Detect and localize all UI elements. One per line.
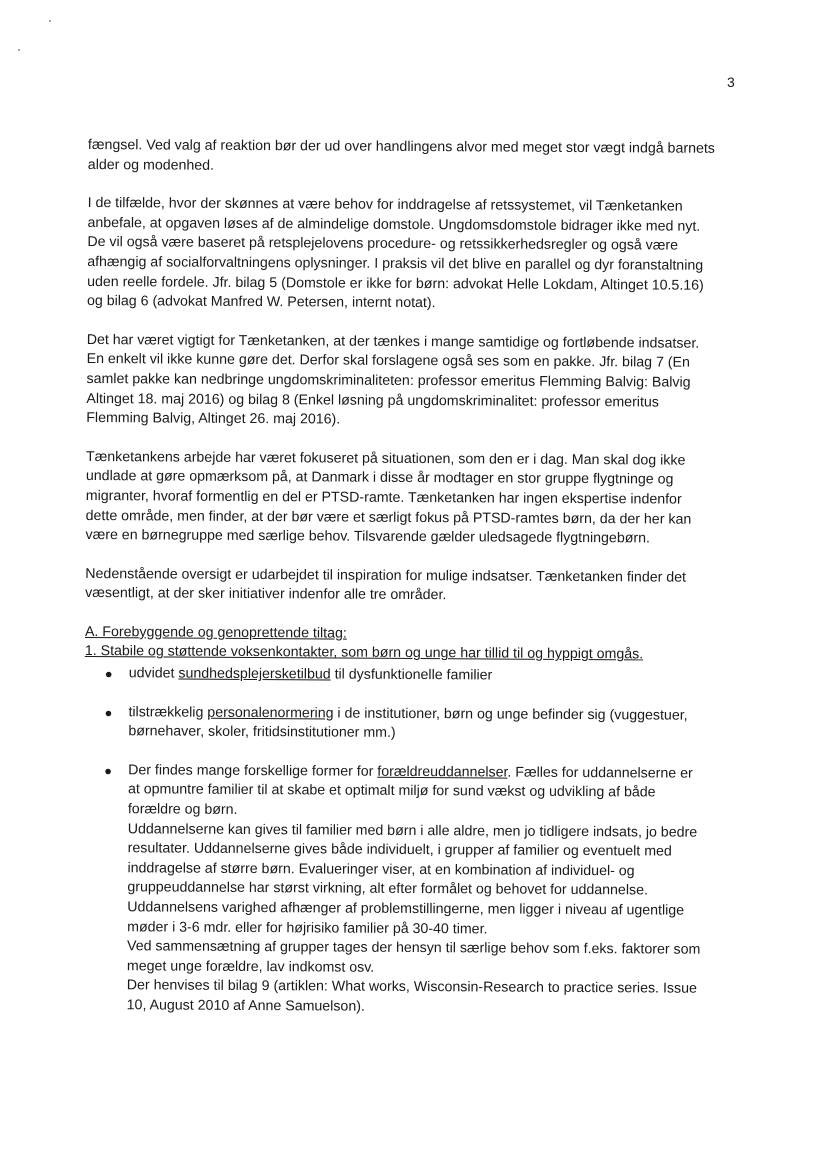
bullet-icon: ● [104,762,113,779]
text-line: dette område, men finder, at der bør være et særligt fokus på PTSD-ramtes børn, da der her kan [85,507,692,528]
bullet-list [83,664,733,1019]
text-line: fængsel. Ved valg af reaktion bør der ud over handlingens alvor med meget stor vægt indgå barnets [87,136,715,157]
text-line: migranter, hvoraf formentlig en del er PTSD-ramte. Tænketanken har ingen ekspertise indenfor [85,487,682,508]
text-line [129,664,733,687]
text-line: gruppeuddannelse har størst virkning, alt efter formålet og behovet for uddannelse. [127,879,648,899]
text-line: og bilag 6 (advokat Manfred W. Petersen, internt notat). [86,293,436,312]
text-line: møder i 3-6 mdr. eller for højrisiko familier på 30-40 timer. [127,918,488,938]
underlined-term: sundhedsplejersketilbud [178,665,331,683]
text-line: Uddannelserne kan gives til familier med børn i alle aldre, men jo tidligere indsats, jo bedre [127,820,698,841]
text-line: I de tilfælde, hvor der skønnes at være behov for inddragelse af retssystemet, vil Tænketanken [87,195,683,215]
text-line: børnehaver, skoler, fritidsinstitutioner mm.) [128,723,396,742]
text-fragment: . Fælles for uddannelserne er [507,764,693,782]
text-line: afhængig af socialforvaltningens oplysninger. I praksis vil det blive en parallel og dyr foranstaltning [87,253,704,274]
underlined-term: personalenormering [207,704,334,722]
list-item [85,664,733,688]
text-line: alder og modenhed. [87,156,215,174]
text-line: samlet pakke kan nedbringe ungdomskriminaliteten: professor emeritus Flemming Balvig: Balvig [86,370,691,391]
text-line: væsentligt, at der sker initiativer indenfor alle tre områder. [85,585,447,604]
paragraph [88,136,736,179]
text-line: Uddannelsens varighed afhænger af problemstillingerne, men ligger i niveau af ugentlige [127,899,685,919]
text-line: inddragelse af større børn. Evalueringer viser, at en kombination af individuel- og [127,860,635,880]
paragraph [86,331,735,433]
text-fragment: udvidet [128,665,179,682]
text-line: Der henvises til bilag 9 (artiklen: What works, Wisconsin-Research to practice series. Issue [126,977,697,998]
scan-speck [18,49,20,51]
text-line: uden reelle fordele. Jfr. bilag 5 (Domstole er ikke for børn: advokat Helle Lokdam, Altinget 10.5.16) [87,273,704,294]
text-line: forældre og børn. [127,801,238,818]
text-line: Tænketankens arbejde har været fokuseret på situationen, som den er i dag. Man skal dog ikke [85,448,686,469]
page-number: 3 [727,74,735,90]
text-line: Ved sammensætning af grupper tages der hensyn til særlige behov som f.eks. faktorer som [127,938,701,958]
text-line: være en børnegruppe med særlige behov. Tilsvarende gælder uledsagede flygtningebørn. [85,527,651,547]
bullet-icon: ● [104,704,113,720]
text-fragment: Der findes mange forskellige former for [128,762,378,780]
text-line: Det har været vigtigt for Tænketanken, at der tænkes i mange samtidige og fortløbende indsatser. [86,331,700,352]
section-heading: A. Forebyggende og genoprettende tiltag: [84,623,347,642]
bullet-icon: ● [104,666,113,682]
text-line: meget unge forældre, lav indkomst osv. [126,958,375,976]
paragraph [85,565,733,608]
text-line: undlade at gøre opmærksom på, at Danmark i disse år modtager en stor gruppe flygtninge og [85,468,674,488]
underlined-term: forældreuddannelser [377,763,508,781]
text-line: anbefale, at opgaven løses af de almindelige domstole. Ungdomsdomstole bidrager ikke med nyt. [87,214,701,235]
text-fragment: til dysfunktionelle familier [330,666,493,684]
text-line: Nedenstående oversigt er udarbejdet til inspiration for mulige indsatser. Tænketanken finder det [85,565,687,586]
text-fragment: i de institutioner, børn og unge befinder sig (vuggestuer, [333,705,688,724]
text-fragment: tilstrækkelig [128,703,208,721]
section-subheading: 1. Stabile og støttende voksenkontakter, som børn og unge har tillid til og hyppigt omgås. [84,643,644,663]
text-line: Flemming Balvig, Altinget 26. maj 2016). [86,410,341,428]
text-line: at opmuntre familier til at skabe et optimalt miljø for sund vækst og udvikling af både [127,781,656,801]
paragraph [85,448,734,550]
document-body [83,136,736,1039]
text-line: Altinget 18. maj 2016) og bilag 8 (Enkel løsning på ungdomskriminalitet: professor emeritus [86,390,659,411]
text-line: En enkelt vil ikke kunne gøre det. Derfor skal forslagene også ses som en pakke. Jfr. bilag 7 (En [86,351,690,372]
text-line: resultater. Uddannelserne gives både individuelt, i grupper af familier og eventuelt med [127,840,672,860]
scan-speck [49,20,51,22]
text-line: 10, August 2010 af Anne Samuelson). [126,997,365,1015]
paragraph [87,194,736,316]
list-item [84,703,732,746]
text-line: De vil også være baseret på retsplejelovens procedure- og retssikkerhedsregler og også være [87,234,679,254]
list-item [83,761,733,1020]
